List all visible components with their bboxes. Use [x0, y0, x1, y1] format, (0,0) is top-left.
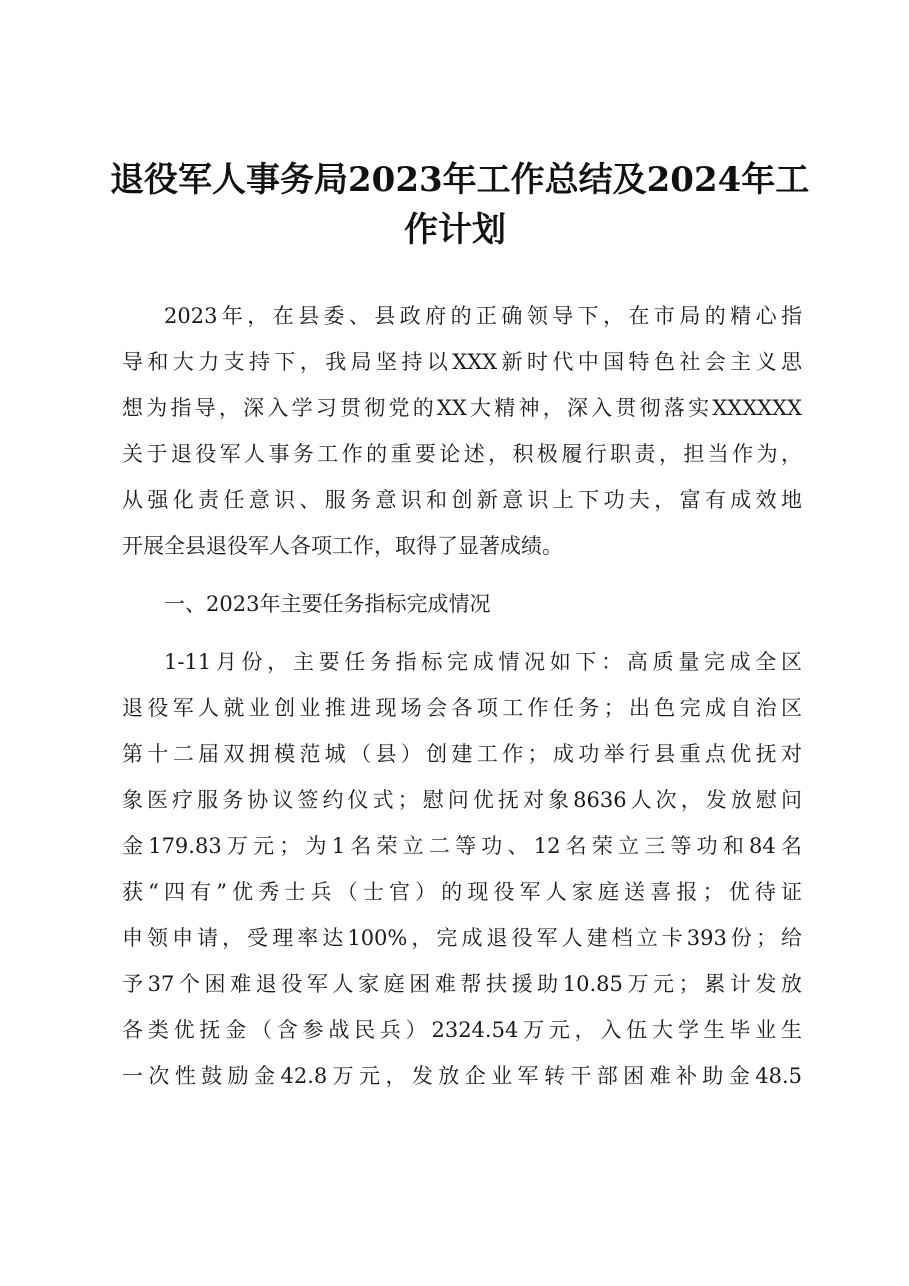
paragraph-line: 获“四有”优秀士兵（士官）的现役军人家庭送喜报；优待证 [122, 880, 802, 904]
paragraph-line: 想为指导，深入学习贯彻党的XX大精神，深入贯彻落实XXXXXX [122, 396, 802, 420]
paragraph-line: 开展全县退役军人各项工作，取得了显著成绩。 [122, 534, 563, 558]
paragraph-indicators [122, 639, 802, 1099]
paragraph-line: 申领申请，受理率达100%，完成退役军人建档立卡393份；给 [122, 926, 802, 950]
paragraph-line: 第十二届双拥模范城（县）创建工作；成功举行县重点优抚对 [122, 742, 802, 766]
title-line-1: 退役军人事务局2023年工作总结及2024年工 [110, 160, 810, 200]
paragraph-line: 退役军人就业创业推进现场会各项工作任务；出色完成自治区 [122, 696, 802, 720]
paragraph-line: 1-11月份，主要任务指标完成情况如下：高质量完成全区 [164, 650, 802, 674]
paragraph-gap [122, 627, 802, 639]
paragraph-line: 各类优抚金（含参战民兵）2324.54万元，入伍大学生毕业生 [122, 1018, 802, 1042]
paragraph-line: 2023年，在县委、县政府的正确领导下，在市局的精心指 [164, 304, 802, 328]
section-heading-line: 一、2023年主要任务指标完成情况 [164, 592, 491, 616]
paragraph-line: 予37个困难退役军人家庭困难帮扶援助10.85万元；累计发放 [122, 972, 802, 996]
paragraph-gap [122, 569, 802, 581]
paragraph-line: 导和大力支持下，我局坚持以XXX新时代中国特色社会主义思 [122, 350, 802, 374]
title-line-2: 作计划 [404, 210, 506, 250]
document-body [122, 293, 802, 1099]
section-heading-1 [122, 581, 802, 627]
document-title [110, 155, 810, 255]
paragraph-line: 关于退役军人事务工作的重要论述，积极履行职责，担当作为， [122, 442, 802, 466]
paragraph-intro [122, 293, 802, 569]
paragraph-line: 象医疗服务协议签约仪式；慰问优抚对象8636人次，发放慰问 [122, 788, 802, 812]
paragraph-line: 金179.83万元；为1名荣立二等功、12名荣立三等功和84名 [122, 834, 802, 858]
paragraph-line: 从强化责任意识、服务意识和创新意识上下功夫，富有成效地 [122, 488, 802, 512]
paragraph-line: 一次性鼓励金42.8万元，发放企业军转干部困难补助金48.5 [122, 1064, 802, 1088]
